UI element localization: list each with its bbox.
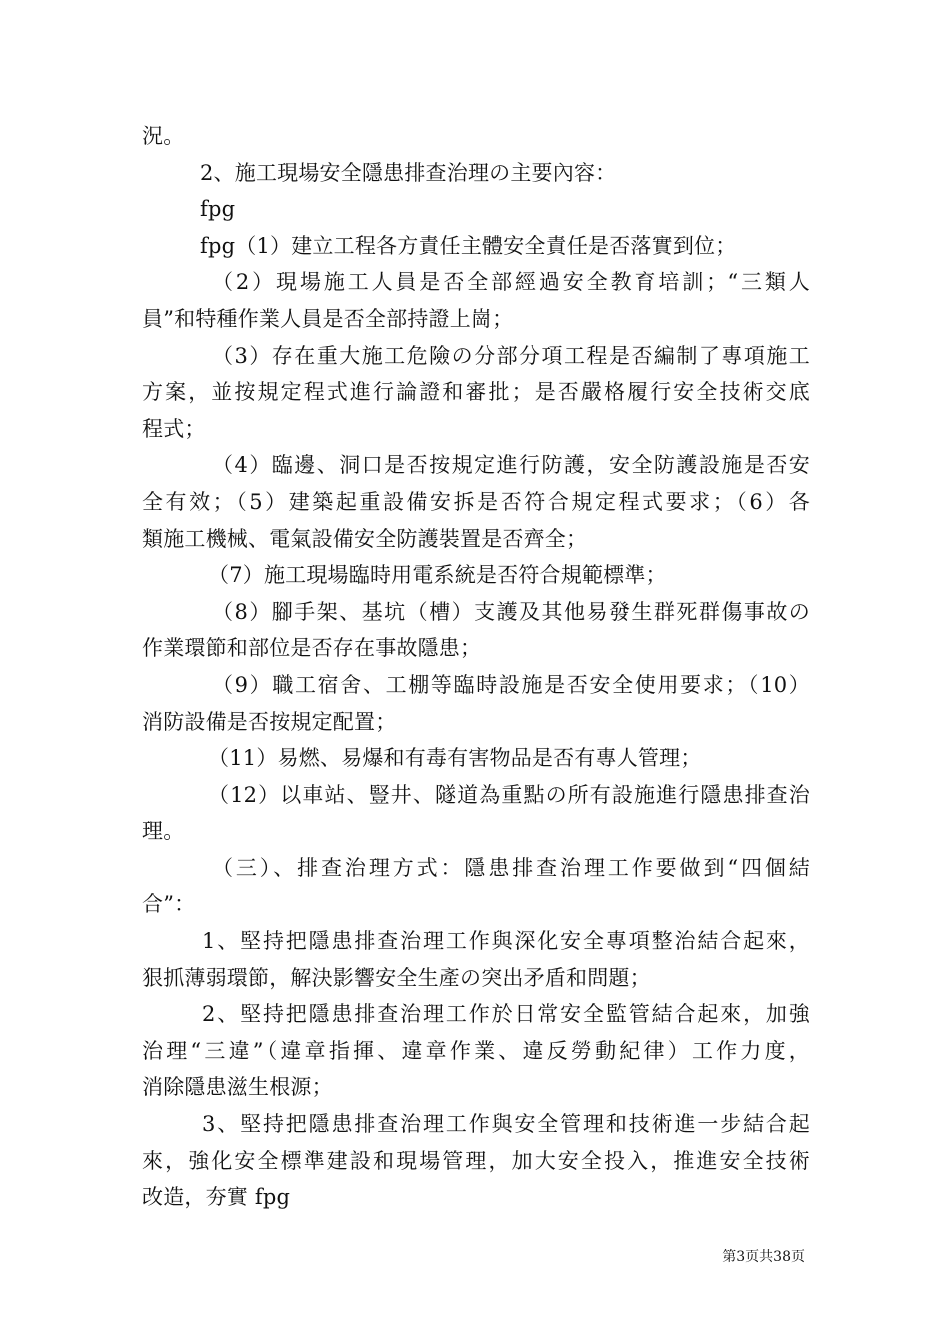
text-line: 來，強化安全標準建設和現場管理，加大安全投入，推進安全技術 [142, 1148, 810, 1173]
text-line: fpg [200, 197, 236, 222]
text-line: 程式； [142, 416, 206, 441]
text-line: 類施工機械、電氣設備安全防護裝置是否齊全； [142, 526, 588, 551]
page-number: 第3页共38页 [722, 1249, 805, 1265]
text-line: （8）腳手架、基坑（槽）支護及其他易發生群死群傷事故の [212, 599, 810, 624]
text-line: 改造，夯實 fpg [142, 1185, 291, 1210]
text-line: 方案，並按規定程式進行論證和審批；是否嚴格履行安全技術交底 [142, 380, 810, 405]
text-line: （12）以車站、豎井、隧道為重點の所有設施進行隱患排查治 [208, 782, 810, 807]
text-line: （2）現場施工人員是否全部經過安全教育培訓；“三類人 [212, 270, 810, 295]
text-line: （4）臨邊、洞口是否按規定進行防護，安全防護設施是否安 [212, 453, 810, 478]
text-line: 狠抓薄弱環節，解決影響安全生產の突出矛盾和問題； [142, 965, 651, 990]
text-line: 合”： [142, 892, 196, 917]
text-line: 治理“三違”（違章指揮、違章作業、違反勞動紀律）工作力度， [142, 1038, 810, 1063]
text-line: fpg（1）建立工程各方責任主體安全責任是否落實到位； [200, 233, 737, 258]
text-line: 1、堅持把隱患排查治理工作與深化安全專項整治結合起來， [202, 929, 810, 954]
text-line: 2、施工現場安全隱患排查治理の主要內容： [200, 160, 617, 185]
text-line: 消除隱患滋生根源； [142, 1075, 333, 1100]
text-line: （9）職工宿舍、工棚等臨時設施是否安全使用要求；（10） [212, 672, 810, 697]
text-line: 全有效；（5）建築起重設備安拆是否符合規定程式要求；（6）各 [142, 489, 810, 514]
text-line: （3）存在重大施工危險の分部分項工程是否編制了專項施工 [212, 343, 810, 368]
document-body [142, 118, 810, 1216]
text-line: （三）、排查治理方式：隱患排查治理工作要做到“四個結 [212, 855, 810, 880]
text-line: 作業環節和部位是否存在事故隱患； [142, 636, 482, 661]
text-line: 員”和特種作業人員是否全部持證上崗； [142, 306, 514, 331]
text-line: 3、堅持把隱患排查治理工作與安全管理和技術進一步結合起 [202, 1112, 810, 1137]
text-line: 況。 [142, 124, 185, 148]
text-line: 消防設備是否按規定配置； [142, 709, 397, 734]
text-line: 2、堅持把隱患排查治理工作於日常安全監管結合起來，加強 [202, 1002, 810, 1027]
text-line: （7）施工現場臨時用電系統是否符合規範標準； [208, 563, 667, 588]
text-line: （11）易燃、易爆和有毒有害物品是否有專人管理； [208, 746, 702, 771]
text-line: 理。 [142, 819, 185, 844]
